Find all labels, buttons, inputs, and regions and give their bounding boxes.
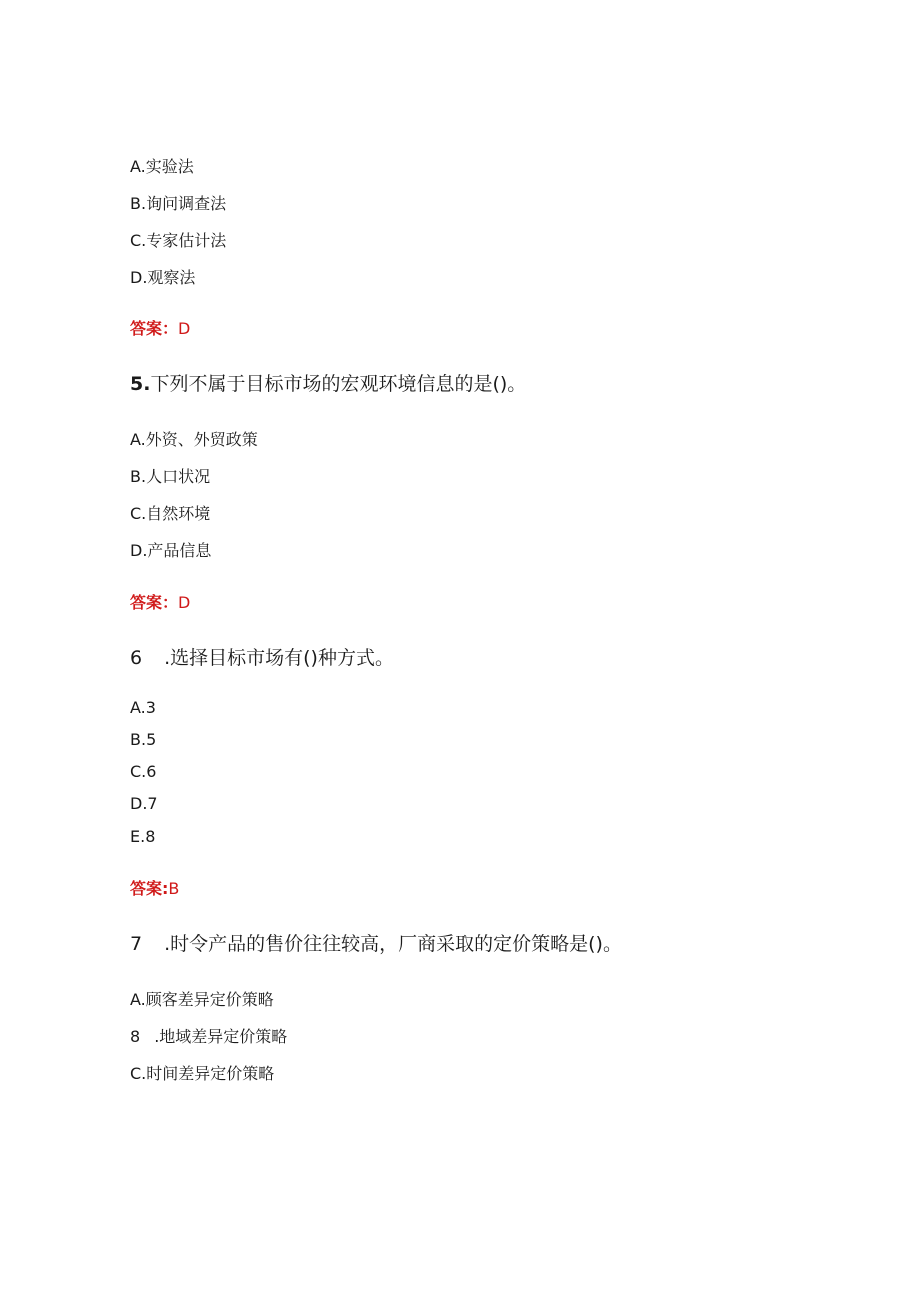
q4-option-b: B.询问调查法 [130, 194, 227, 213]
q5-option-b: B.人口状况 [130, 467, 211, 486]
q5-option-d: D.产品信息 [130, 541, 212, 560]
q6-option-e: E.8 [130, 827, 156, 846]
q4-option-a: A.实验法 [130, 157, 194, 176]
q6-option-c: C.6 [130, 762, 157, 781]
option-text: .地域差异定价策略 [154, 1027, 288, 1046]
q5-answer [130, 590, 190, 613]
q7-question [130, 929, 622, 956]
q5-option-a: A.外资、外贸政策 [130, 430, 258, 449]
question-text: .时令产品的售价往往较高，厂商采取的定价策略是()。 [164, 933, 622, 955]
q6-answer [130, 876, 179, 899]
q4-option-d: D.观察法 [130, 268, 196, 287]
question-text: .选择目标市场有()种方式。 [164, 647, 394, 669]
question-number: 7 [130, 933, 143, 955]
q5-option-c: C.自然环境 [130, 504, 211, 523]
q7-option-b [130, 1024, 287, 1047]
q5-question [130, 369, 526, 396]
question-text: 下列不属于目标市场的宏观环境信息的是()。 [150, 373, 527, 395]
question-number: 5. [130, 373, 151, 395]
q6-option-a: A.3 [130, 698, 156, 717]
answer-value: B [168, 879, 180, 898]
answer-value: D [178, 593, 191, 612]
answer-label: 答案: [130, 879, 169, 898]
q6-question [130, 643, 394, 670]
q4-answer [130, 316, 190, 339]
q6-option-b: B.5 [130, 730, 157, 749]
answer-label: 答案： [130, 319, 179, 338]
q7-option-a: A.顾客差异定价策略 [130, 990, 274, 1009]
answer-value: D [178, 319, 191, 338]
q4-option-c: C.专家估计法 [130, 231, 227, 250]
question-number: 6 [130, 647, 143, 669]
q7-option-c: C.时间差异定价策略 [130, 1064, 275, 1083]
answer-label: 答案： [130, 593, 179, 612]
option-number: 8 [130, 1027, 141, 1046]
q6-option-d: D.7 [130, 794, 158, 813]
